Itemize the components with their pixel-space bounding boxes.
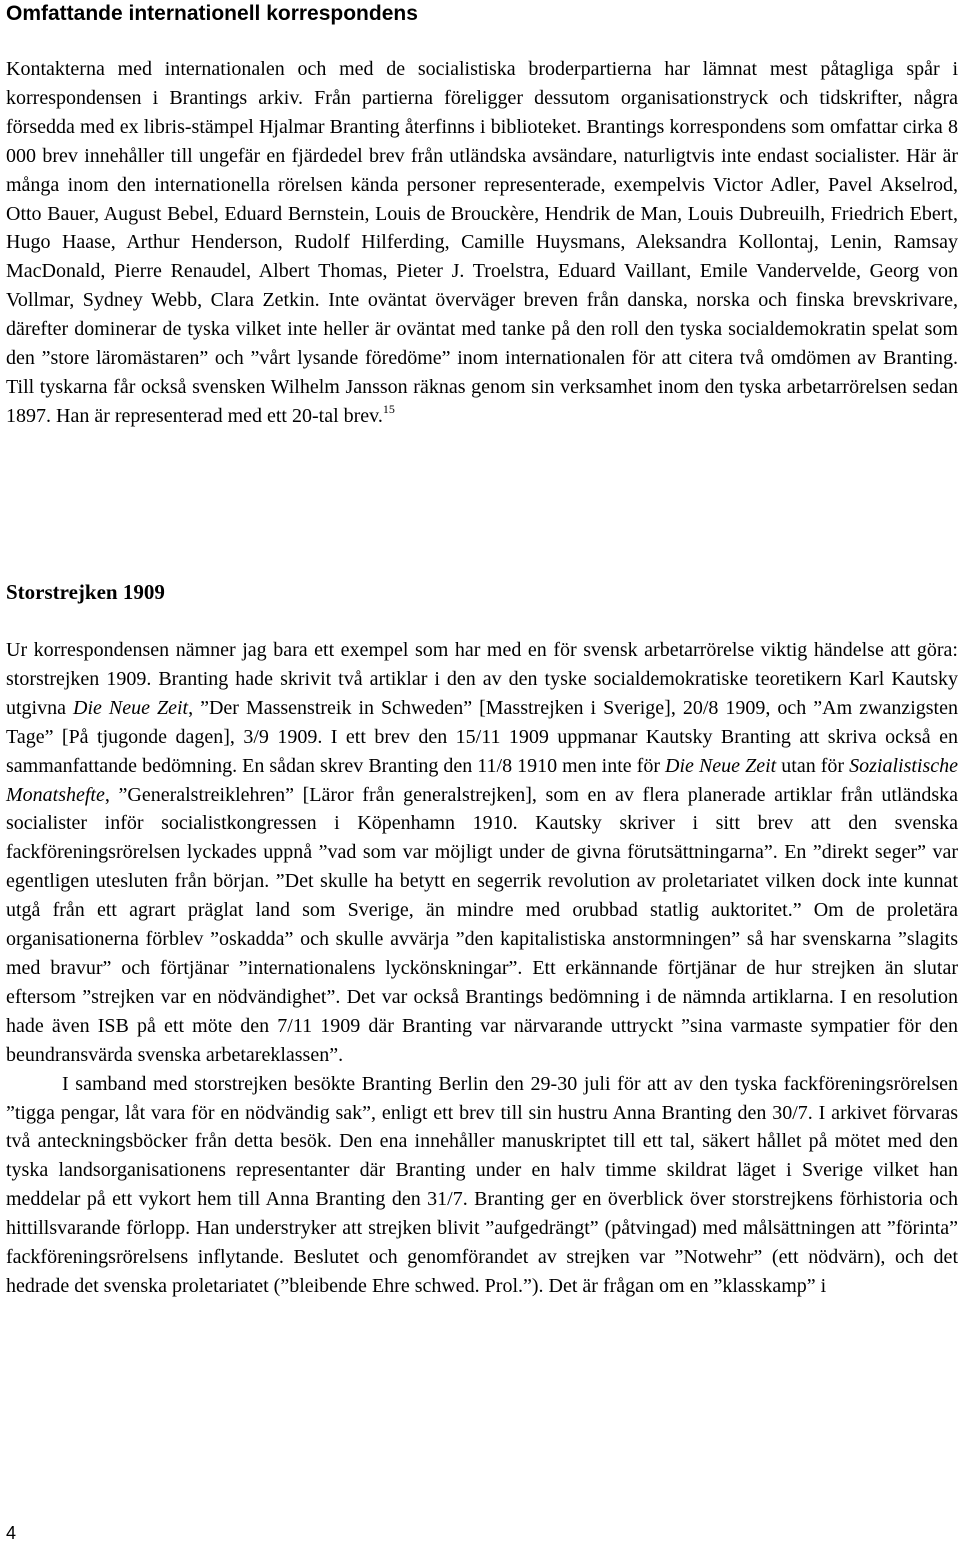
- paragraph-correspondence: [6, 55, 958, 431]
- text-run: , ”Der Massenstreik in Schweden” [Masstrejken i Sverige], 20/8 1909, och ”Am zwanzigsten Tage” [På tjugonde dagen], 3/9 1909. I ett brev den 15/11 1909 uppmanar Kautsky Branting att skriva också en sammanfattande bedömning. En sådan skrev Branting den 11/8 1910 men inte för: [6, 696, 958, 777]
- text-run: , ”Generalstreiklehren” [Läror från generalstrejken], som en av flera planerade artiklar från utländska socialister inför socialistkongressen i Köpenhamn 1910. Kautsky skriver i sitt brev att den svenska fackföreningsrörelsen lyckades uppnå ”vad som var möjligt under de givna förutsättningarna”. En ”direkt seger” var egentligen utesluten från början. ”Det skulle ha betytt en segerrik revolution av proletariatet vilken dock inte kunnat utgå från ett agrart präglat land som Sverige, än mindre med orubbad statlig auktoritet.” Om de proletära organisationerna förblev ”oskadda” och skulle avvärja ”den kapitalistiska anstormningen” så har svenskarna ”slagits med bravur” och förtjänar ”internationalens lyckönskningar”. Ett erkännande förtjänar de hur strejken än slutar eftersom ”strejken var en nödvändighet”. Det var också Brantings bedömning i de nämnda artiklarna. I en resolution hade även ISB på ett möte den 7/11 1909 där Branting var närvarande uttryckt ”sina varmaste sympatier för den beundransvärda svenska arbetareklassen”.: [6, 783, 958, 1066]
- section-body-correspondence: [6, 55, 958, 431]
- paragraph-general-strike-1: [6, 636, 958, 1070]
- text-run: utan för: [776, 754, 850, 777]
- publication-title: Die Neue Zeit: [665, 754, 777, 777]
- section-heading-correspondence: Omfattande internationell korrespondens: [6, 2, 418, 25]
- publication-title: Sozialistische Monatshefte: [6, 754, 958, 806]
- paragraph-text: Kontakterna med internationalen och med de socialistiska broderpartierna har lämnat mest påtagliga spår i korrespondensen i Brantings arkiv. Från partierna föreligger dessutom organisationstryck och tidskrifter, några försedda med ex libris-stämpel Hjalmar Branting återfinns i biblioteket. Brantings korrespondens som omfattar cirka 8 000 brev innehåller till ungefär en fjärdedel brev från utländska avsändare, naturligtvis inte endast socialister. Här är många inom den internationella rörelsen kända personer representerade, exempelvis Victor Adler, Pavel Akselrod, Otto Bauer, August Bebel, Eduard Bernstein, Louis de Brouckère, Hendrik de Man, Louis Dubreuilh, Friedrich Ebert, Hugo Haase, Arthur Henderson, Rudolf Hilferding, Camille Huysmans, Aleksandra Kollontaj, Lenin, Ramsay MacDonald, Pierre Renaudel, Albert Thomas, Pieter J. Troelstra, Eduard Vaillant, Emile Vandervelde, Georg von Vollmar, Sydney Webb, Clara Zetkin. Inte oväntat överväger breven från danska, norska och finska brevskrivare, därefter dominerar de tyska vilket inte heller är oväntat med tanke på den roll den tyska socialdemokratin spelat som den ”store läromästaren” och ”vårt lysande föredöme” inom internationalen för att citera två omdömen av Branting. Till tyskarna får också svensken Wilhelm Jansson räknas genom sin verksamhet inom den tyska arbetarrörelsen sedan 1897. Han är representerad med ett 20-tal brev.: [6, 58, 958, 427]
- page-number: 4: [6, 1523, 17, 1543]
- publication-title: Die Neue Zeit: [73, 696, 189, 719]
- text-run: Ur korrespondensen nämner jag bara ett exempel som har med en för svensk arbetarrörelse viktig händelse att göra: storstrejken 1909. Branting hade skrivit två artiklar i den av den tyske socialdemokratiske teoretikern Karl Kautsky utgivna: [6, 639, 958, 719]
- section-body-general-strike: [6, 636, 958, 1301]
- paragraph-general-strike-2: I samband med storstrejken besökte Branting Berlin den 29-30 juli för att av den tyska fackföreningsrörelsen ”tigga pengar, låt vara för en nödvändig sak”, enligt ett brev till sin hustru Anna Branting den 30/7. I arkivet förvaras två anteckningsböcker från detta besök. Den ena innehåller manuskriptet till ett tal, säkert hållet på mötet med den tyska landsorganisationens representanter där Branting under en halv timme skildrat läget i Sverige vilket han meddelar på ett vykort hem till Anna Branting den 31/7. Branting ger en överblick över storstrejkens förhistoria och hittillsvarande förlopp. Han understryker att strejken blivit ”aufgedrängt” (påtvingad) med målsättningen att ”förinta” fackföreningsrörelsens inflytande. Beslutet och genomförandet av strejken var ”Notwehr” (ett nödvärn), och det hedrade det svenska proletariatet (”bleibende Ehre schwed. Prol.”). Det är frågan om en ”klasskamp” i: [6, 1072, 958, 1297]
- section-heading-general-strike: Storstrejken 1909: [6, 580, 165, 604]
- footnote-marker: 15: [382, 401, 395, 416]
